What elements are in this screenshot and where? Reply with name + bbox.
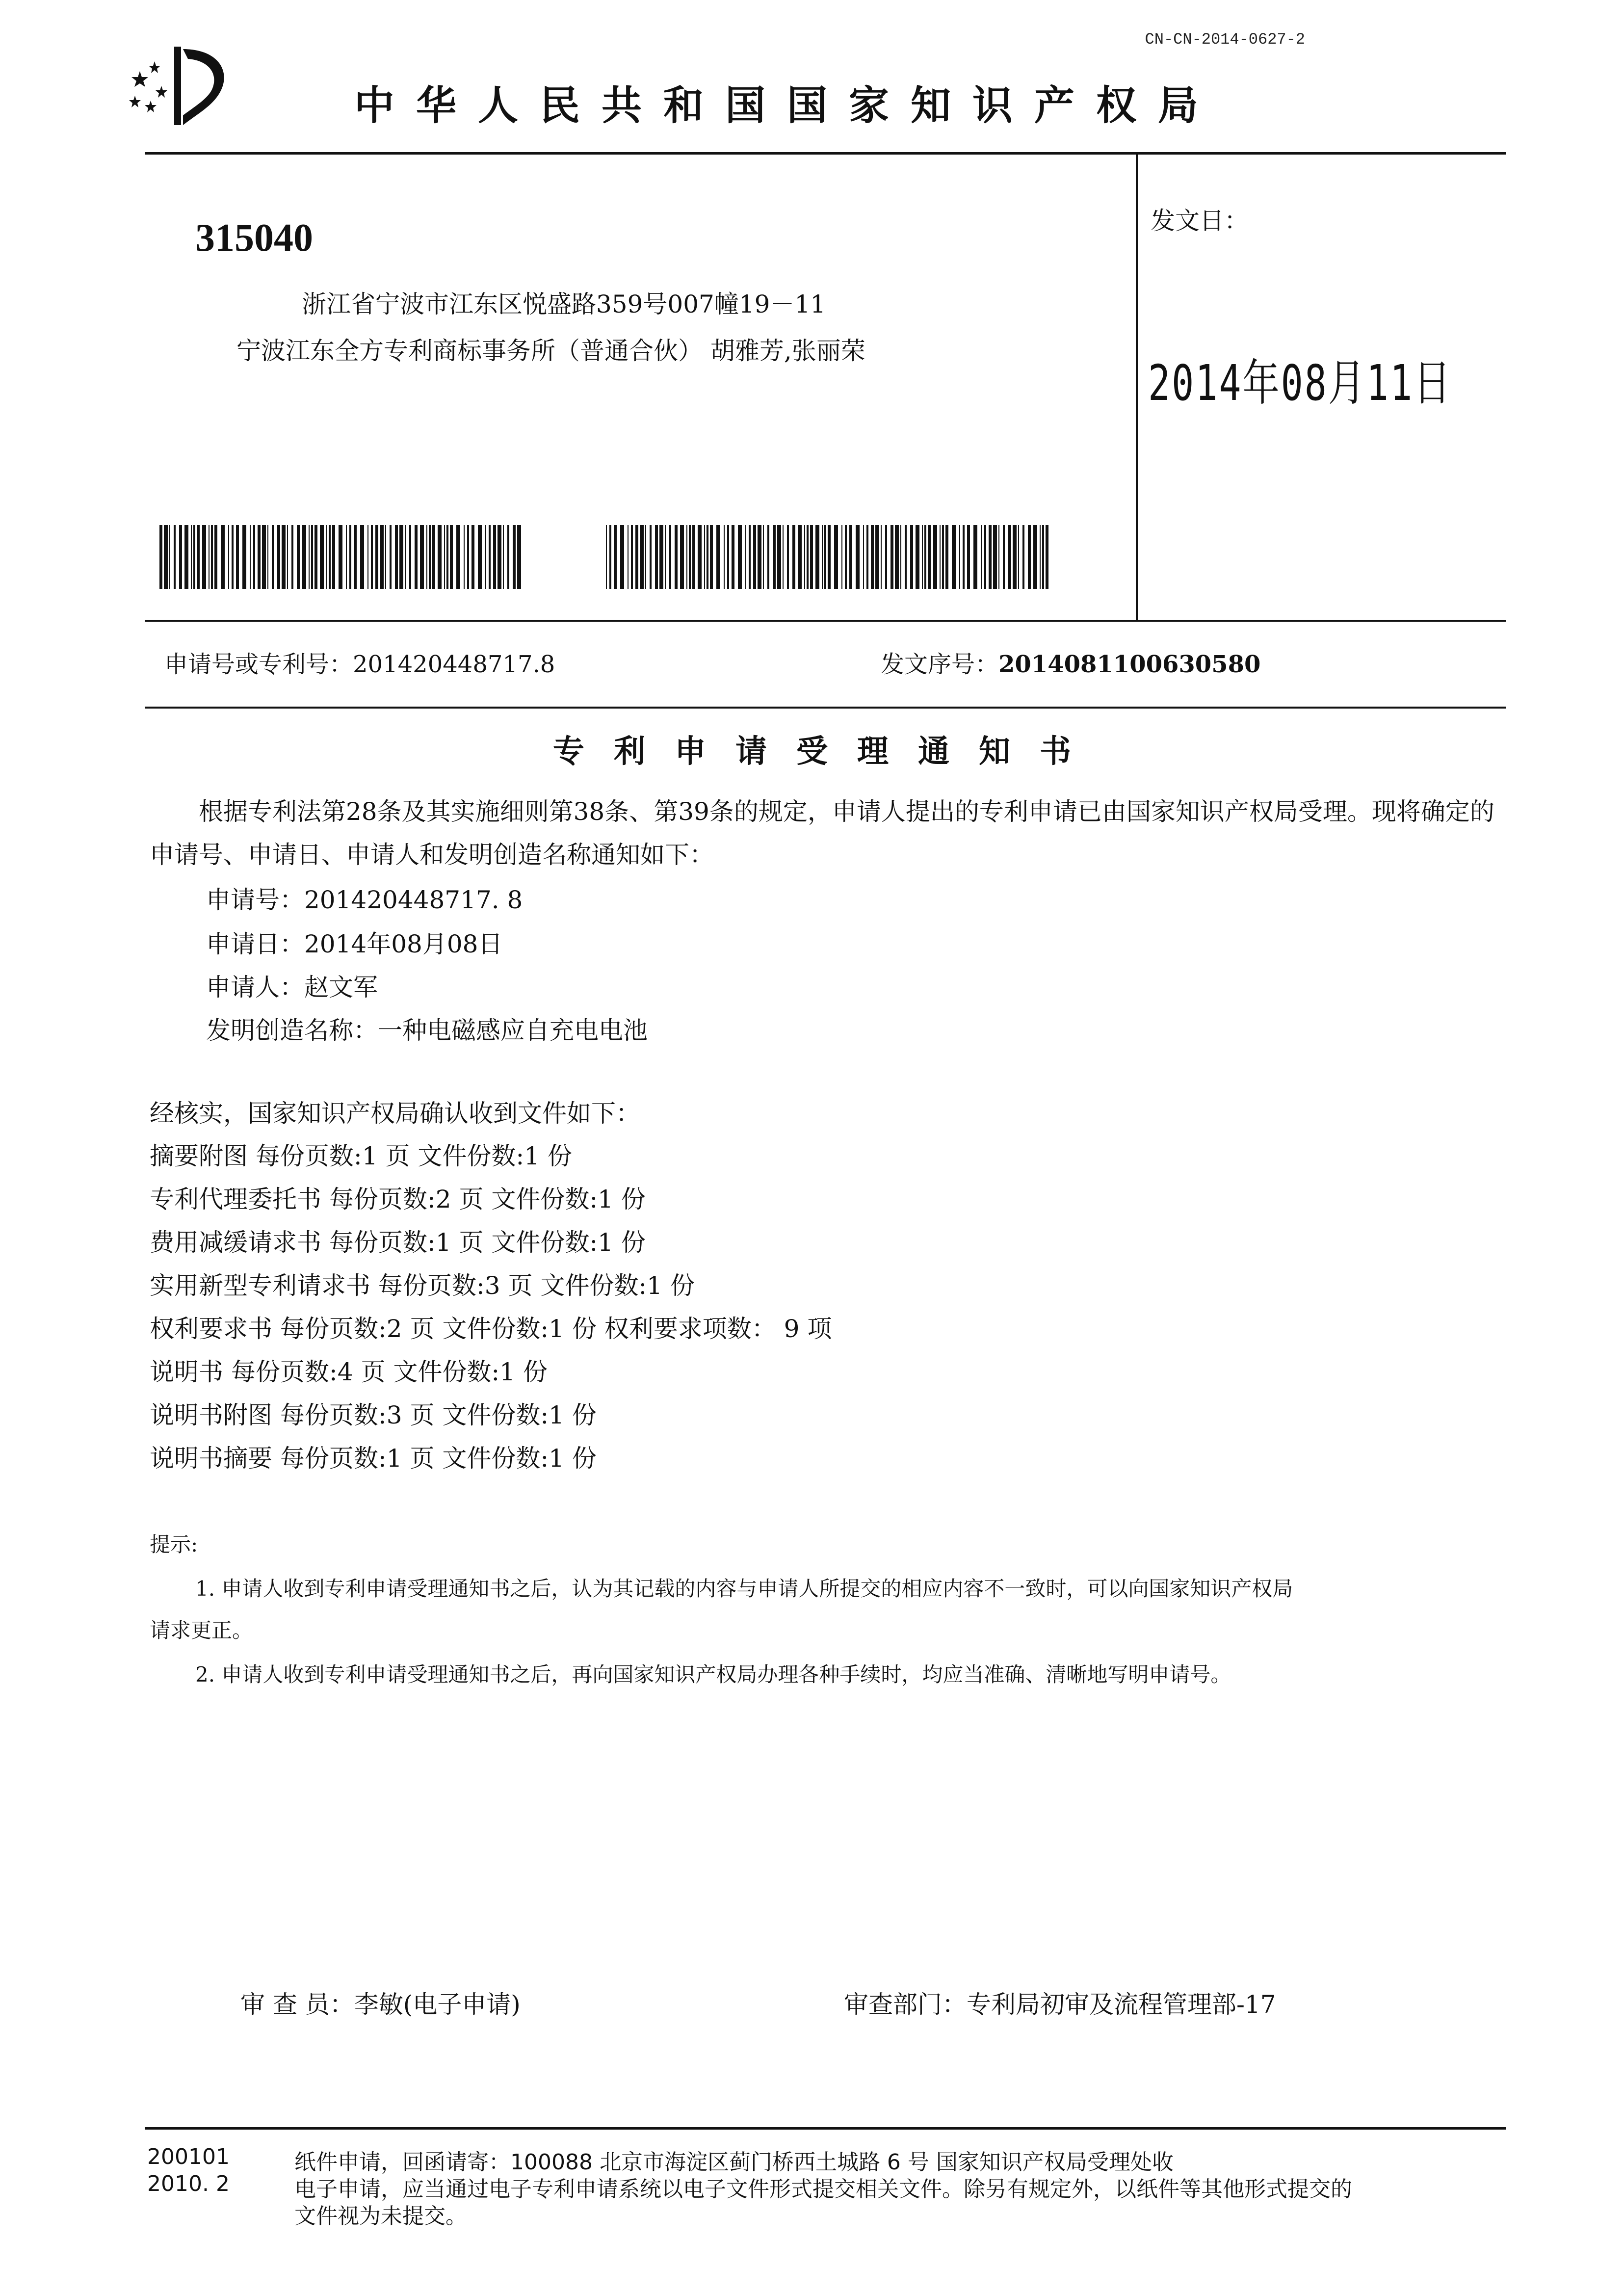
barcode-bar bbox=[773, 525, 776, 589]
barcode-bar bbox=[236, 525, 239, 589]
barcode-bar bbox=[973, 525, 977, 589]
barcode-bar bbox=[209, 525, 210, 589]
barcode-bar bbox=[680, 525, 684, 589]
electronic-filing-note-continued: 文件视为未提交。 bbox=[294, 2204, 467, 2229]
barcode-bar bbox=[385, 525, 386, 589]
barcode-bar bbox=[250, 525, 251, 589]
barcode-bar bbox=[807, 525, 809, 589]
barcode-bar bbox=[174, 525, 176, 589]
barcode-left bbox=[159, 525, 525, 589]
barcode-bar bbox=[993, 525, 997, 589]
barcode-bar bbox=[777, 525, 781, 589]
header-rule-top bbox=[145, 152, 1506, 155]
hint-item-1: 1. 申请人收到专利申请受理通知书之后，认为其记载的内容与申请人所提交的相应内容不一致时，可以向国家知识产权局 bbox=[195, 1577, 1293, 1601]
barcode-bar bbox=[464, 525, 465, 589]
barcode-bar bbox=[967, 525, 970, 589]
file-list-item: 实用新型专利请求书 每份页数:3 页 文件份数:1 份 bbox=[150, 1271, 695, 1300]
barcode-bar bbox=[214, 525, 217, 589]
barcode-bar bbox=[783, 525, 784, 589]
barcode-bar bbox=[620, 525, 624, 589]
barcode-bar bbox=[309, 525, 310, 589]
barcode-bar bbox=[349, 525, 351, 589]
application-number-value: 201420448717.8 bbox=[353, 651, 555, 678]
barcode-bar bbox=[698, 525, 702, 589]
barcode-bar bbox=[849, 525, 852, 589]
barcode-bar bbox=[640, 525, 644, 589]
barcode-bar bbox=[635, 525, 638, 589]
barcode-bar bbox=[716, 525, 720, 589]
barcode-bar bbox=[339, 525, 342, 589]
barcode-bar bbox=[942, 525, 944, 589]
barcode-bar bbox=[856, 525, 860, 589]
file-list-item: 专利代理委托书 每份页数:2 页 文件份数:1 份 bbox=[150, 1185, 646, 1213]
barcode-bar bbox=[885, 525, 887, 589]
header-divider-vertical bbox=[1136, 153, 1138, 622]
barcode-bar bbox=[1028, 525, 1031, 589]
barcode-bar bbox=[659, 525, 663, 589]
examiner: 审 查 员：李敏(电子申请) bbox=[240, 1990, 521, 2019]
barcode-bar bbox=[498, 525, 501, 589]
barcode-bar bbox=[745, 525, 746, 589]
barcode-bar bbox=[228, 525, 229, 589]
barcode-bar bbox=[704, 525, 705, 589]
barcode-bar bbox=[732, 525, 734, 589]
barcode-bar bbox=[959, 525, 960, 589]
barcode-bar bbox=[749, 525, 751, 589]
barcode-bar bbox=[399, 525, 403, 589]
confirmation-intro: 经核实，国家知识产权局确认收到文件如下： bbox=[150, 1099, 640, 1128]
barcode-bar bbox=[933, 525, 937, 589]
issue-date-label: 发文日： bbox=[1151, 207, 1249, 235]
barcode-bar bbox=[253, 525, 255, 589]
barcode-bar bbox=[655, 525, 658, 589]
barcode-bar bbox=[753, 525, 756, 589]
barcode-bar bbox=[197, 525, 200, 589]
barcode-bar bbox=[346, 525, 347, 589]
recipient-postcode: 315040 bbox=[195, 216, 313, 260]
field-application-number: 申请号：201420448717. 8 bbox=[206, 886, 523, 914]
barcode-bar bbox=[871, 525, 874, 589]
recipient-agency: 宁波江东全方专利商标事务所（普通合伙） 胡雅芳,张丽荣 bbox=[236, 337, 865, 365]
notice-paragraph: 根据专利法第28条及其实施细则第38条、第39条的规定，申请人提出的专利申请已由国家知识产权局受理。现将确定的申请号、申请日、申请人和发明创造名称通知如下： bbox=[150, 797, 1494, 869]
barcode-bar bbox=[792, 525, 795, 589]
hint-item-2: 2. 申请人收到专利申请受理通知书之后，再向国家知识产权局办理各种手续时，均应当准确、清晰地写明申请号。 bbox=[195, 1662, 1231, 1687]
barcode-bar bbox=[963, 525, 965, 589]
barcode-bar bbox=[631, 525, 633, 589]
hint-item-1-continued: 请求更正。 bbox=[150, 1618, 253, 1642]
barcode-bar bbox=[415, 525, 418, 589]
barcode-bar bbox=[665, 525, 666, 589]
document-code: CN-CN-2014-0627-2 bbox=[1145, 30, 1305, 49]
barcode-bar bbox=[371, 525, 373, 589]
barcode-bar bbox=[517, 525, 521, 589]
barcode-bar bbox=[314, 525, 317, 589]
barcode-bar bbox=[360, 525, 364, 589]
barcode-bar bbox=[320, 525, 324, 589]
barcode-bar bbox=[1033, 525, 1037, 589]
hints-label: 提示: bbox=[150, 1532, 198, 1556]
barcode-bar bbox=[628, 525, 629, 589]
footer-rule bbox=[145, 2127, 1506, 2130]
application-number-label: 申请号或专利号： bbox=[164, 651, 353, 678]
barcode-bar bbox=[645, 525, 646, 589]
form-code: 200101 bbox=[147, 2144, 230, 2169]
barcode-bar bbox=[815, 525, 819, 589]
barcode-bar bbox=[891, 525, 893, 589]
barcode-bar bbox=[609, 525, 611, 589]
barcode-bar bbox=[1046, 525, 1048, 589]
barcode-bar bbox=[311, 525, 313, 589]
barcode-bar bbox=[326, 525, 327, 589]
barcode-bar bbox=[354, 525, 357, 589]
barcode-bar bbox=[675, 525, 678, 589]
file-list-item: 费用减缓请求书 每份页数:1 页 文件份数:1 份 bbox=[150, 1228, 646, 1257]
barcode-bar bbox=[267, 525, 268, 589]
barcode-bar bbox=[707, 525, 708, 589]
barcode-bar bbox=[367, 525, 368, 589]
barcode-bar bbox=[881, 525, 882, 589]
barcode-bar bbox=[689, 525, 691, 589]
barcode-bar bbox=[1040, 525, 1041, 589]
barcode-bar bbox=[1018, 525, 1019, 589]
file-list-item: 说明书 每份页数:4 页 文件份数:1 份 bbox=[150, 1358, 548, 1386]
barcode-bar bbox=[395, 525, 398, 589]
barcode-bar bbox=[446, 525, 448, 589]
barcode-bar bbox=[456, 525, 460, 589]
barcode-right bbox=[606, 525, 1052, 589]
barcode-bar bbox=[758, 525, 761, 589]
barcode-bar bbox=[910, 525, 913, 589]
barcode-bar bbox=[507, 525, 509, 589]
barcode-bar bbox=[426, 525, 427, 589]
barcode-bar bbox=[164, 525, 168, 589]
barcode-bar bbox=[493, 525, 496, 589]
barcode-bar bbox=[866, 525, 868, 589]
barcode-bar bbox=[471, 525, 474, 589]
application-number-row bbox=[164, 645, 555, 679]
recipient-address: 浙江省宁波市江东区悦盛路359号007幢19－11 bbox=[302, 290, 826, 318]
barcode-bar bbox=[928, 525, 931, 589]
issue-date-stamp: 2014年08月11日 bbox=[1148, 354, 1452, 412]
barcode-bar bbox=[798, 525, 802, 589]
barcode-bar bbox=[297, 525, 300, 589]
header-rule-mid bbox=[145, 620, 1506, 622]
barcode-bar bbox=[409, 525, 411, 589]
barcode-bar bbox=[763, 525, 764, 589]
barcode-bar bbox=[686, 525, 687, 589]
barcode-bar bbox=[272, 525, 274, 589]
barcode-bar bbox=[291, 525, 293, 589]
barcode-bar bbox=[924, 525, 926, 589]
barcode-bar bbox=[863, 525, 864, 589]
barcode-bar bbox=[513, 525, 516, 589]
barcode-bar bbox=[405, 525, 406, 589]
barcode-bar bbox=[302, 525, 306, 589]
barcode-bar bbox=[429, 525, 431, 589]
barcode-bar bbox=[159, 525, 162, 589]
serial-number-value: 2014081100630580 bbox=[998, 651, 1261, 678]
header-rule-bottom bbox=[145, 707, 1506, 709]
barcode-bar bbox=[900, 525, 901, 589]
barcode-bar bbox=[169, 525, 170, 589]
barcode-bar bbox=[232, 525, 234, 589]
barcode-bar bbox=[650, 525, 652, 589]
barcode-bar bbox=[989, 525, 992, 589]
barcode-bar bbox=[845, 525, 847, 589]
barcode-bar bbox=[945, 525, 948, 589]
barcode-bar bbox=[184, 525, 188, 589]
barcode-bar bbox=[1042, 525, 1044, 589]
barcode-bar bbox=[202, 525, 206, 589]
barcode-bar bbox=[390, 525, 392, 589]
barcode-bar bbox=[710, 525, 713, 589]
barcode-bar bbox=[952, 525, 956, 589]
barcode-bar bbox=[738, 525, 742, 589]
barcode-bar bbox=[1013, 525, 1017, 589]
barcode-bar bbox=[450, 525, 453, 589]
barcode-bar bbox=[614, 525, 617, 589]
examination-department: 审查部门：专利局初审及流程管理部-17 bbox=[844, 1990, 1276, 2019]
barcode-bar bbox=[875, 525, 879, 589]
barcode-bar bbox=[489, 525, 491, 589]
barcode-bar bbox=[1022, 525, 1024, 589]
barcode-bar bbox=[895, 525, 899, 589]
barcode-bar bbox=[822, 525, 823, 589]
barcode-bar bbox=[724, 525, 725, 589]
barcode-bar bbox=[692, 525, 695, 589]
cnipa-logo-icon bbox=[120, 42, 238, 130]
barcode-bar bbox=[727, 525, 729, 589]
paper-filing-note: 纸件申请，回函请寄：100088 北京市海淀区蓟门桥西土城路 6 号 国家知识产权局受理处收 bbox=[294, 2150, 1174, 2175]
barcode-bar bbox=[221, 525, 225, 589]
barcode-bar bbox=[179, 525, 182, 589]
barcode-bar bbox=[981, 525, 982, 589]
barcode-bar bbox=[375, 525, 378, 589]
barcode-bar bbox=[905, 525, 907, 589]
barcode-bar bbox=[1008, 525, 1011, 589]
barcode-bar bbox=[984, 525, 986, 589]
barcode-bar bbox=[287, 525, 288, 589]
electronic-filing-note: 电子申请，应当通过电子专利申请系统以电子文件形式提交相关文件。除另有规定外，以纸件等其他形式提交的 bbox=[294, 2177, 1352, 2202]
office-title: 中华人民共和国国家知识产权局 bbox=[354, 82, 1220, 129]
barcode-bar bbox=[467, 525, 469, 589]
barcode-bar bbox=[834, 525, 838, 589]
barcode-bar bbox=[841, 525, 842, 589]
barcode-bar bbox=[922, 525, 923, 589]
file-list-item: 摘要附图 每份页数:1 页 文件份数:1 份 bbox=[150, 1142, 572, 1170]
barcode-bar bbox=[824, 525, 826, 589]
barcode-bar bbox=[258, 525, 261, 589]
barcode-bar bbox=[485, 525, 486, 589]
barcode-bar bbox=[432, 525, 435, 589]
barcode-bar bbox=[193, 525, 195, 589]
barcode-bar bbox=[787, 525, 789, 589]
field-applicant: 申请人：赵文军 bbox=[206, 973, 378, 1002]
barcode-bar bbox=[804, 525, 805, 589]
form-version: 2010. 2 bbox=[147, 2171, 230, 2196]
barcode-bar bbox=[998, 525, 999, 589]
barcode-bar bbox=[669, 525, 671, 589]
barcode-bar bbox=[380, 525, 384, 589]
barcode-bar bbox=[606, 525, 607, 589]
barcode-bar bbox=[329, 525, 331, 589]
barcode-bar bbox=[282, 525, 286, 589]
file-list-item: 权利要求书 每份页数:2 页 文件份数:1 份 权利要求项数： 9 项 bbox=[150, 1315, 832, 1343]
barcode-bar bbox=[444, 525, 445, 589]
barcode-bar bbox=[191, 525, 192, 589]
barcode-bar bbox=[767, 525, 769, 589]
barcode-bar bbox=[242, 525, 246, 589]
file-list-item: 说明书摘要 每份页数:1 页 文件份数:1 份 bbox=[150, 1444, 597, 1473]
barcode-bar bbox=[438, 525, 442, 589]
barcode-bar bbox=[277, 525, 280, 589]
barcode-bar bbox=[916, 525, 919, 589]
field-invention-title: 发明创造名称：一种电磁感应自充电电池 bbox=[206, 1016, 648, 1045]
barcode-bar bbox=[828, 525, 831, 589]
serial-number-row bbox=[881, 645, 1260, 679]
barcode-bar bbox=[262, 525, 266, 589]
barcode-bar bbox=[940, 525, 941, 589]
barcode-bar bbox=[332, 525, 335, 589]
barcode-bar bbox=[810, 525, 813, 589]
barcode-bar bbox=[503, 525, 504, 589]
serial-number-label: 发文序号： bbox=[881, 651, 999, 678]
file-list-item: 说明书附图 每份页数:3 页 文件份数:1 份 bbox=[150, 1401, 597, 1429]
barcode-bar bbox=[420, 525, 424, 589]
notice-title: 专利申请受理通知书 bbox=[553, 734, 1100, 770]
barcode-bar bbox=[478, 525, 482, 589]
barcode-bar bbox=[211, 525, 213, 589]
field-application-date: 申请日：2014年08月08日 bbox=[206, 930, 503, 958]
barcode-bar bbox=[1003, 525, 1005, 589]
